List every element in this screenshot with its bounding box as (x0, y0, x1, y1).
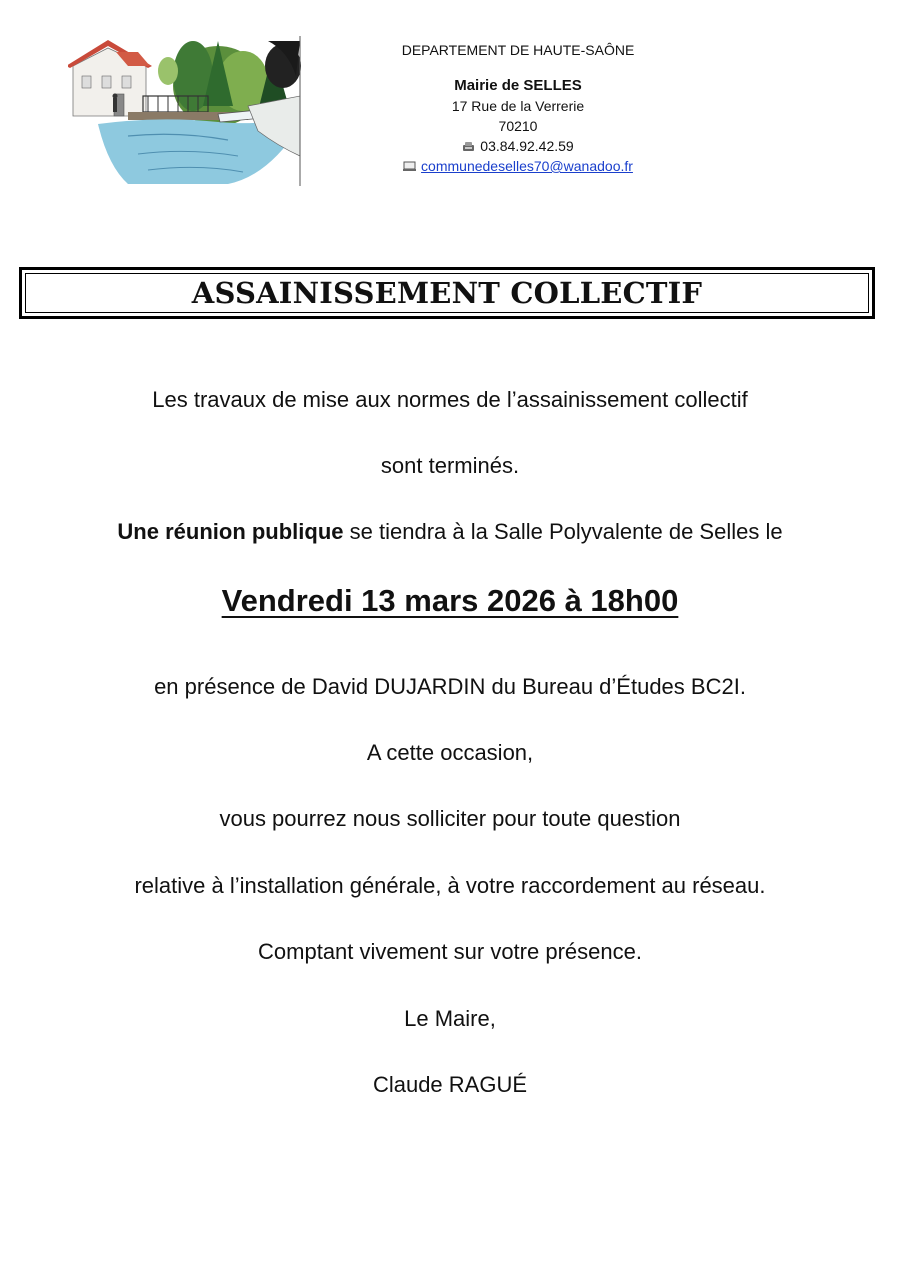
page-title: ASSAINISSEMENT COLLECTIF (191, 276, 703, 310)
signature-name: Claude RAGUÉ (372, 1072, 528, 1097)
mairie-header (360, 40, 676, 176)
phone-line (360, 136, 676, 156)
body-line-8: relative à l’installation générale, à votre raccordement au réseau. (134, 873, 766, 898)
body-line-9: Comptant vivement sur votre présence. (258, 939, 642, 964)
event-date-line (0, 583, 900, 619)
phone-number: 03.84.92.42.59 (480, 138, 574, 154)
meeting-location-text: se tiendra à la Salle Polyvalente de Selles le (343, 519, 783, 544)
body-line-1: Les travaux de mise aux normes de l’assainissement collectif (152, 387, 748, 412)
body-line-7: vous pourrez nous solliciter pour toute question (219, 806, 681, 831)
body-line-5: en présence de David DUJARDIN du Bureau d’Études BC2I. (154, 674, 746, 699)
signature-title: Le Maire, (404, 1006, 496, 1031)
address-line: 17 Rue de la Verrerie (451, 98, 585, 114)
postcode-line: 70210 (498, 118, 538, 134)
public-meeting-label: Une réunion publique (117, 519, 344, 544)
email-link[interactable]: communedeselles70@wanadoo.fr (421, 158, 633, 174)
title-frame (19, 267, 875, 319)
computer-icon (403, 161, 416, 172)
event-date: Vendredi 13 mars 2026 à 18h00 (221, 583, 679, 618)
village-illustration-logo (68, 36, 302, 186)
email-line (360, 156, 676, 176)
body-line-6: A cette occasion, (366, 740, 534, 765)
body-line-2: sont terminés. (380, 453, 520, 478)
body-line-3 (0, 519, 900, 545)
title-inner-frame (25, 273, 869, 313)
department-label: DEPARTEMENT DE HAUTE-SAÔNE (401, 42, 635, 58)
phone-icon (462, 141, 475, 152)
mairie-name: Mairie de SELLES (454, 77, 582, 94)
